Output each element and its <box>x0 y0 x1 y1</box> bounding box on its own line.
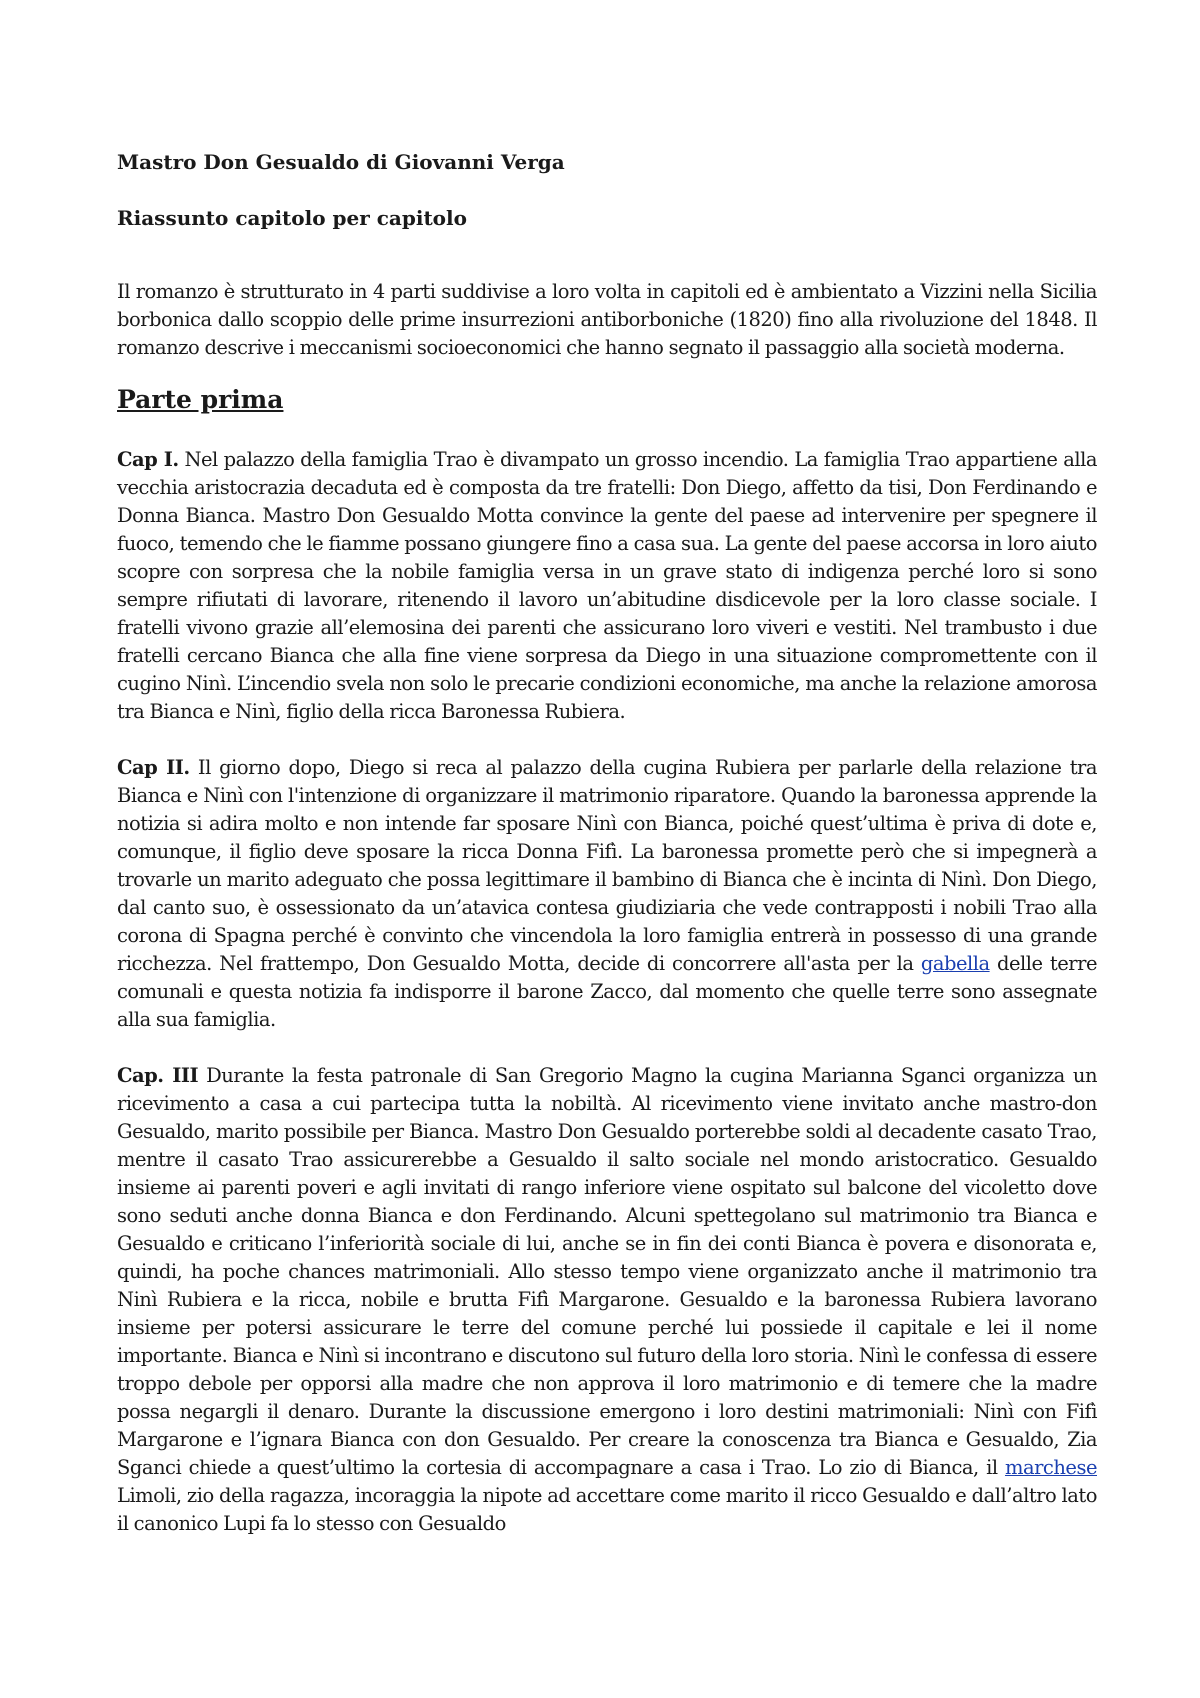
document-subtitle: Riassunto capitolo per capitolo <box>117 206 467 230</box>
chapter-paragraph-3 <box>117 1062 1097 1538</box>
part-heading: Parte prima <box>117 385 284 414</box>
chapter-text: delle terre comunali e questa notizia fa indisporre il barone Zacco, dal momento che quelle terre sono assegnate alla sua famiglia. <box>117 952 1097 1031</box>
chapter-label: Cap II. <box>117 756 190 779</box>
gabella-link[interactable]: gabella <box>920 952 990 975</box>
chapter-text: Durante la festa patronale di San Gregorio Magno la cugina Marianna Sganci organizza un ricevimento a casa a cui partecipa tutta la nobiltà. Al ricevimento viene invitato anche mastro-don Gesualdo, marito possibile per Bianca. Mastro Don Gesualdo porterebbe soldi al decadente casato Trao, mentre il casato Trao assicurerebbe a Gesualdo il salto sociale nel mondo aristocratico. Gesualdo insieme ai parenti poveri e agli invitati di rango inferiore viene ospitato sul balcone del vicoletto dove sono seduti anche donna Bianca e don Ferdinando. Alcuni spettegolano sul matrimonio tra Bianca e Gesualdo e criticano l’inferiorità sociale di lui, anche se in fin dei conti Bianca è povera e disonorata e, quindi, ha poche chances matrimoniali. Allo stesso tempo viene organizzato anche il matrimonio tra Ninì Rubiera e la ricca, nobile e brutta Fifì Margarone. Gesualdo e la baronessa Rubiera lavorano insieme per potersi assicurare le terre del comune perché lui possiede il capitale e lei il nome importante. Bianca e Ninì si incontrano e discutono sul futuro della loro storia. Ninì le confessa di essere troppo debole per opporsi alla madre che non approva il loro matrimonio e di temere che la madre possa negargli il denaro. Durante la discussione emergono i loro destini matrimoniali: Ninì con Fifì Margarone e l’ignara Bianca con don Gesualdo. Per creare la conoscenza tra Bianca e Gesualdo, Zia Sganci chiede a quest’ultimo la cortesia di accompagnare a casa i Trao. Lo zio di Bianca, il <box>117 1064 1097 1479</box>
chapter-text: Limoli, zio della ragazza, incoraggia la nipote ad accettare come marito il ricco Gesualdo e dall’altro lato il canonico Lupi fa lo stesso con Gesualdo <box>117 1484 1097 1535</box>
chapter-text: Il giorno dopo, Diego si reca al palazzo della cugina Rubiera per parlarle della relazione tra Bianca e Ninì con l'intenzione di organizzare il matrimonio riparatore. Quando la baronessa apprende la notizia si adira molto e non intende far sposare Ninì con Bianca, poiché quest’ultima è priva di dote e, comunque, il figlio deve sposare la ricca Donna Fifì. La baronessa promette però che si impegnerà a trovarle un marito adeguato che possa legittimare il bambino di Bianca che è incinta di Ninì. Don Diego, dal canto suo, è ossessionato da un’atavica contesa giudiziaria che vede contrapposti i nobili Trao alla corona di Spagna perché è convinto che vincendola la loro famiglia entrerà in possesso di una grande ricchezza. Nel frattempo, Don Gesualdo Motta, decide di concorrere all'asta per la <box>117 756 1097 975</box>
document-content <box>117 148 1097 1538</box>
chapter-text: Nel palazzo della famiglia Trao è divampato un grosso incendio. La famiglia Trao appartiene alla vecchia aristocrazia decaduta ed è composta da tre fratelli: Don Diego, affetto da tisi, Don Ferdinando e Donna Bianca. Mastro Don Gesualdo Motta convince la gente del paese ad intervenire per spegnere il fuoco, temendo che le fiamme possano giungere fino a casa sua. La gente del paese accorsa in loro aiuto scopre con sorpresa che la nobile famiglia versa in un grave stato di indigenza perché loro si sono sempre rifiutati di lavorare, ritenendo il lavoro un’abitudine disdicevole per la loro classe sociale. I fratelli vivono grazie all’elemosina dei parenti che assicurano loro viveri e vestiti. Nel trambusto i due fratelli cercano Bianca che alla fine viene sorpresa da Diego in una situazione compromettente con il cugino Ninì. L’incendio svela non solo le precarie condizioni economiche, ma anche la relazione amorosa tra Bianca e Ninì, figlio della ricca Baronessa Rubiera. <box>117 448 1098 723</box>
chapter-paragraph-2 <box>117 754 1097 1034</box>
intro-paragraph: Il romanzo è strutturato in 4 parti suddivise a loro volta in capitoli ed è ambientato a Vizzini nella Sicilia borbonica dallo scoppio delle prime insurrezioni antiborboniche (1820) fino alla rivoluzione del 1848. Il romanzo descrive i meccanismi socioeconomici che hanno segnato il passaggio alla società moderna. <box>117 280 1097 359</box>
document-title: Mastro Don Gesualdo di Giovanni Verga <box>117 150 565 174</box>
chapter-paragraph-1 <box>117 446 1097 726</box>
chapter-label: Cap. III <box>117 1064 199 1087</box>
chapter-label: Cap I. <box>117 448 179 471</box>
marchese-link[interactable]: marchese <box>1004 1456 1097 1479</box>
